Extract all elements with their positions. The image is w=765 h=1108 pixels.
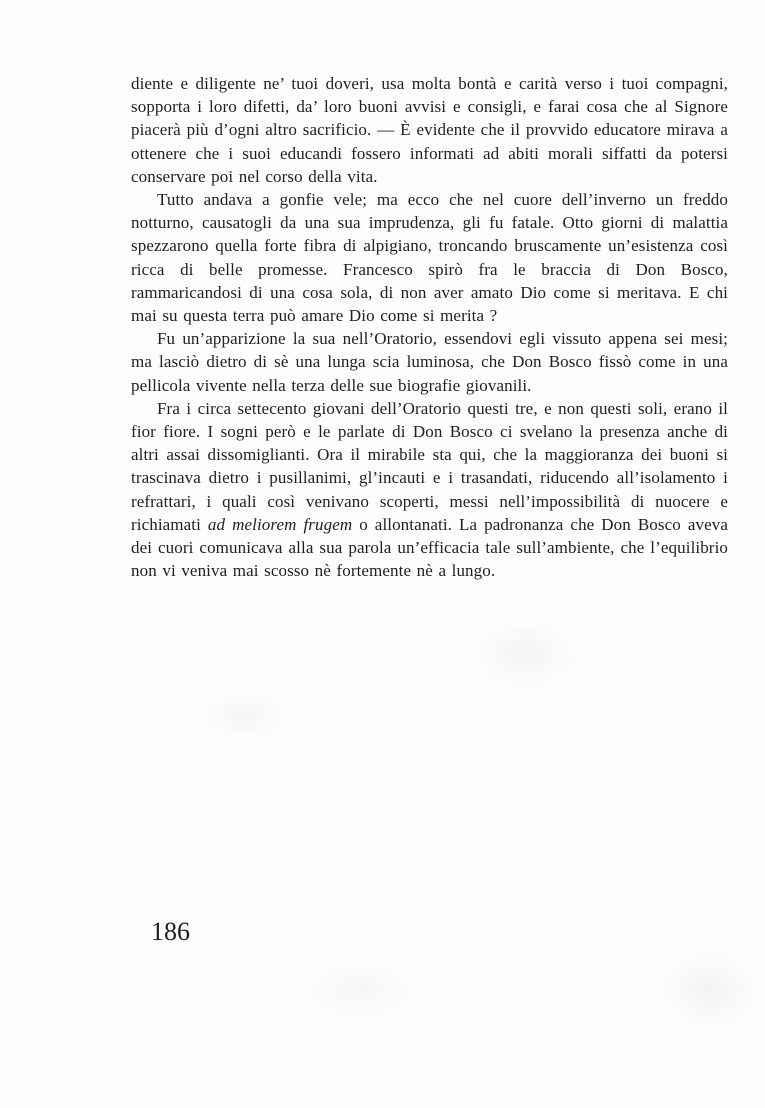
paragraph xyxy=(131,188,728,327)
paragraph-text: diente e diligente ne’ tuoi doveri, usa molta bontà e carità verso i tuoi compagni, sopporta i loro difetti, da’ loro buoni avvisi e consigli, e farai cosa che al Signore piacerà più d’ogni altro sacrificio. — È evidente che il provvido educatore mirava a ottenere che i suoi educandi fossero informati ad abiti morali siffatti da potersi conservare poi nel corso della vita. xyxy=(131,74,728,186)
page-text-block xyxy=(131,72,728,582)
scan-smudge xyxy=(300,960,420,1020)
paragraph xyxy=(131,327,728,397)
scan-smudge xyxy=(660,950,760,1030)
paragraph xyxy=(131,72,728,188)
paragraph xyxy=(131,397,728,583)
paragraph-text: Fra i circa settecento giovani dell’Oratorio questi tre, e non questi soli, erano il fior fiore. I sogni però e le parlate di Don Bosco ci svelano la presenza anche di altri assai dissomiglianti. Ora il mirabile sta qui, che la maggioranza dei buoni si trascinava dietro i pusillanimi, gl’incauti e i trasandati, riducendo all’isolamento i refrattari, i quali così venivano scoperti, messi nell’impossibilità di nuocere e richiamati xyxy=(131,398,728,534)
scan-smudge xyxy=(470,620,580,690)
paragraph-text: Tutto andava a gonfie vele; ma ecco che nel cuore dell’inverno un freddo notturno, causatogli da una sua imprudenza, gli fu fatale. Otto giorni di malattia spezzarono quella forte fibra di alpigiano, troncando bruscamente un’esistenza così ricca di belle promesse. Francesco spirò fra le braccia di Don Bosco, rammaricandosi di una cosa sola, di non aver amato Dio come si meritava. E chi mai su questa terra può amare Dio come si merita ? xyxy=(131,190,728,326)
paragraph-text: Fu un’apparizione la sua nell’Oratorio, essendovi egli vissuto appena sei mesi; ma lasciò dietro di sè una lunga scia luminosa, che Don Bosco fissò come in una pellicola vivente nella terza delle sue biografie giovanili. xyxy=(131,329,728,395)
latin-phrase-italic: ad meliorem frugem xyxy=(207,514,353,534)
page-number: 186 xyxy=(151,917,190,946)
scan-smudge xyxy=(200,690,290,740)
paragraph-text: o allontanati. La padronanza che Don Bosco aveva dei cuori comunicava alla sua parola un’efficacia tale sull’ambiente, che l’equilibrio non vi veniva mai scosso nè fortemente nè a lungo. xyxy=(131,514,728,581)
